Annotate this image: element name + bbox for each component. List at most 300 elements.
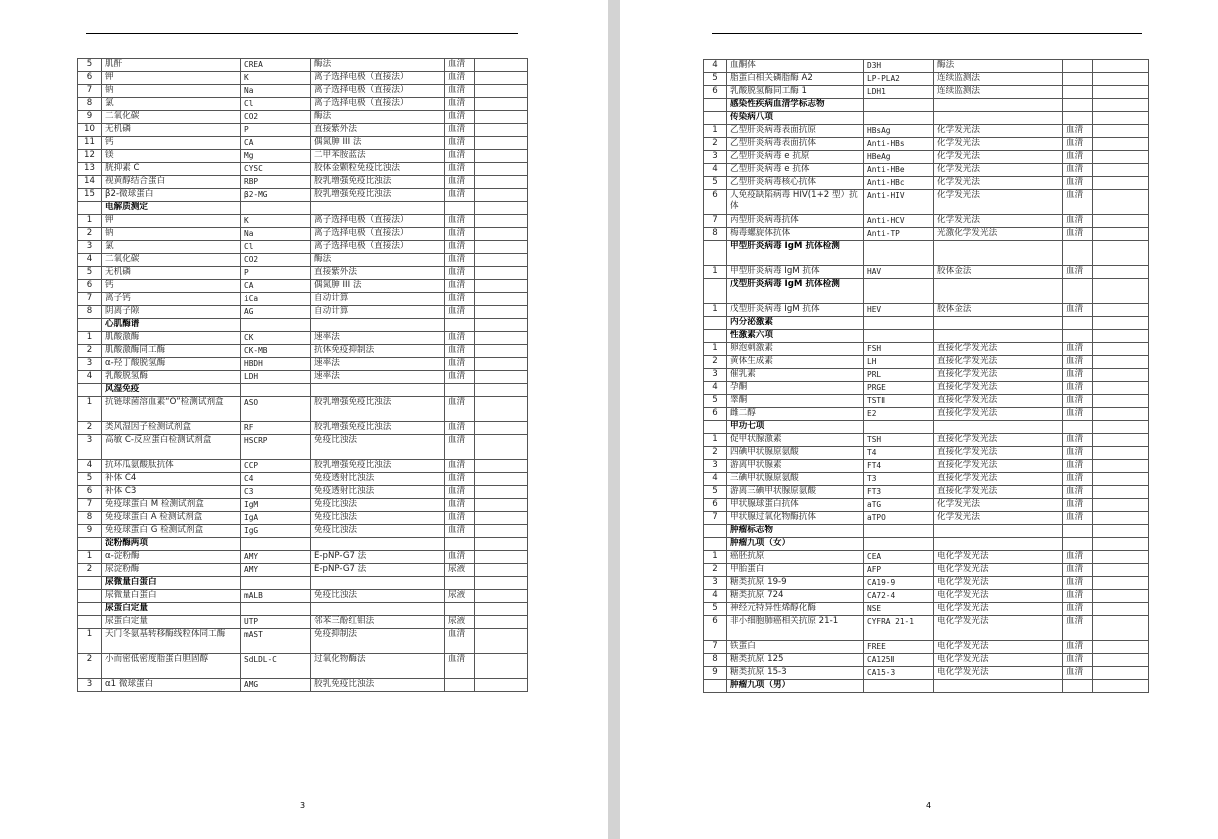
method-cell: 直接化学发光法 xyxy=(934,356,1063,369)
sample-type-cell: 血清 xyxy=(445,473,475,486)
item-code-cell: FSH xyxy=(864,343,934,356)
item-name-cell: 乙型肝炎病毒核心抗体 xyxy=(727,177,864,190)
remarks-cell xyxy=(1093,654,1149,667)
method-cell: 免疫透射比浊法 xyxy=(311,473,445,486)
method-cell: 胶体金颗粒免疫比浊法 xyxy=(311,163,445,176)
method-cell: 直接化学发光法 xyxy=(934,382,1063,395)
remarks-cell xyxy=(1093,241,1149,266)
method-cell: 电化学发光法 xyxy=(934,551,1063,564)
item-code-cell: IgA xyxy=(241,512,311,525)
item-code-cell xyxy=(241,319,311,332)
row-number-cell: 2 xyxy=(78,564,102,577)
row-number-cell xyxy=(78,616,102,629)
remarks-cell xyxy=(1093,486,1149,499)
row-number-cell: 4 xyxy=(78,371,102,384)
item-name-cell: 免疫球蛋白 A 检测试剂盒 xyxy=(102,512,241,525)
remarks-cell xyxy=(1093,330,1149,343)
sample-type-cell: 血清 xyxy=(445,254,475,267)
row-number-cell: 5 xyxy=(704,73,727,86)
item-name-cell: 肌酸激酶同工酶 xyxy=(102,345,241,358)
remarks-cell xyxy=(475,280,528,293)
item-code-cell: P xyxy=(241,124,311,137)
sample-type-cell xyxy=(445,202,475,215)
method-cell: 直接化学发光法 xyxy=(934,434,1063,447)
document-page-4 xyxy=(620,0,1218,839)
item-code-cell: CYFRA 21-1 xyxy=(864,616,934,641)
section-row xyxy=(704,99,1149,112)
sample-type-cell: 血清 xyxy=(1063,667,1093,680)
remarks-cell xyxy=(475,111,528,124)
item-name-cell: 促甲状腺激素 xyxy=(727,434,864,447)
method-cell: 胶乳增强免疫比浊法 xyxy=(311,189,445,202)
table-row xyxy=(78,332,528,345)
table-row xyxy=(704,564,1149,577)
item-name-cell: 四碘甲状腺原氨酸 xyxy=(727,447,864,460)
item-code-cell: mALB xyxy=(241,590,311,603)
sample-type-cell xyxy=(1063,330,1093,343)
remarks-cell xyxy=(475,163,528,176)
method-cell: E-pNP-G7 法 xyxy=(311,551,445,564)
header-rule xyxy=(712,33,1142,34)
item-code-cell: CO2 xyxy=(241,111,311,124)
item-code-cell xyxy=(241,577,311,590)
item-code-cell: C3 xyxy=(241,486,311,499)
section-row xyxy=(78,538,528,551)
section-title-cell: 电解质测定 xyxy=(102,202,241,215)
row-number-cell: 4 xyxy=(704,590,727,603)
sample-type-cell: 血清 xyxy=(1063,369,1093,382)
sample-type-cell: 血清 xyxy=(445,163,475,176)
sample-type-cell: 血清 xyxy=(1063,215,1093,228)
sample-type-cell: 血清 xyxy=(1063,447,1093,460)
sample-type-cell: 血清 xyxy=(1063,151,1093,164)
item-name-cell: 乳酸脱氢酶 xyxy=(102,371,241,384)
row-number-cell: 5 xyxy=(704,177,727,190)
row-number-cell: 1 xyxy=(78,629,102,654)
item-name-cell: 血酮体 xyxy=(727,60,864,73)
item-code-cell: SdLDL-C xyxy=(241,654,311,679)
header-rule xyxy=(86,33,518,34)
table-row xyxy=(704,486,1149,499)
sample-type-cell xyxy=(445,577,475,590)
method-cell: 胶乳免疫比浊法 xyxy=(311,679,445,692)
method-cell xyxy=(311,603,445,616)
item-code-cell: AMY xyxy=(241,564,311,577)
method-cell: 电化学发光法 xyxy=(934,667,1063,680)
remarks-cell xyxy=(1093,138,1149,151)
item-code-cell: Anti-HBc xyxy=(864,177,934,190)
item-name-cell: 戊型肝炎病毒 IgM 抗体 xyxy=(727,304,864,317)
sample-type-cell: 血清 xyxy=(1063,616,1093,641)
method-cell: 免疫透射比浊法 xyxy=(311,486,445,499)
sample-type-cell: 血清 xyxy=(1063,654,1093,667)
item-name-cell: 甲胎蛋白 xyxy=(727,564,864,577)
method-cell: 直接化学发光法 xyxy=(934,343,1063,356)
remarks-cell xyxy=(475,679,528,692)
table-row xyxy=(78,85,528,98)
remarks-cell xyxy=(1093,616,1149,641)
row-number-cell: 8 xyxy=(704,228,727,241)
page-gutter xyxy=(608,0,620,839)
item-code-cell: Anti-HBs xyxy=(864,138,934,151)
item-name-cell: 糖类抗原 19-9 xyxy=(727,577,864,590)
method-cell xyxy=(934,525,1063,538)
row-number-cell: 5 xyxy=(78,59,102,72)
section-title-cell: 甲功七项 xyxy=(727,421,864,434)
item-name-cell: 钙 xyxy=(102,137,241,150)
remarks-cell xyxy=(1093,499,1149,512)
row-number-cell xyxy=(78,590,102,603)
sample-type-cell: 血清 xyxy=(1063,304,1093,317)
item-name-cell: α-淀粉酶 xyxy=(102,551,241,564)
method-cell xyxy=(934,99,1063,112)
sample-type-cell: 血清 xyxy=(445,358,475,371)
table-row xyxy=(704,603,1149,616)
section-title-cell: 淀粉酶两项 xyxy=(102,538,241,551)
row-number-cell: 7 xyxy=(78,293,102,306)
table-row xyxy=(704,164,1149,177)
table-row xyxy=(704,577,1149,590)
table-row xyxy=(704,654,1149,667)
sample-type-cell: 血清 xyxy=(1063,603,1093,616)
sample-type-cell xyxy=(1063,680,1093,693)
sample-type-cell: 血清 xyxy=(1063,641,1093,654)
row-number-cell: 1 xyxy=(78,397,102,422)
item-code-cell: NSE xyxy=(864,603,934,616)
sample-type-cell xyxy=(1063,538,1093,551)
section-title-cell: 心肌酶谱 xyxy=(102,319,241,332)
sample-type-cell: 血清 xyxy=(445,654,475,679)
table-row xyxy=(78,111,528,124)
table-row xyxy=(704,369,1149,382)
sample-type-cell: 血清 xyxy=(445,111,475,124)
table-row xyxy=(78,189,528,202)
item-name-cell: 镁 xyxy=(102,150,241,163)
sample-type-cell: 血清 xyxy=(1063,460,1093,473)
item-code-cell: HBeAg xyxy=(864,151,934,164)
sample-type-cell: 血清 xyxy=(445,280,475,293)
item-code-cell xyxy=(241,384,311,397)
item-name-cell: 补体 C3 xyxy=(102,486,241,499)
item-code-cell: CA xyxy=(241,280,311,293)
item-name-cell: 铁蛋白 xyxy=(727,641,864,654)
remarks-cell xyxy=(1093,512,1149,525)
remarks-cell xyxy=(475,98,528,111)
remarks-cell xyxy=(1093,266,1149,279)
sample-type-cell: 血清 xyxy=(445,525,475,538)
method-cell: 电化学发光法 xyxy=(934,564,1063,577)
item-code-cell xyxy=(864,317,934,330)
item-code-cell: K xyxy=(241,72,311,85)
remarks-cell xyxy=(475,345,528,358)
section-title-cell: 风湿免疫 xyxy=(102,384,241,397)
sample-type-cell: 血清 xyxy=(1063,434,1093,447)
table-body xyxy=(78,59,528,692)
row-number-cell: 9 xyxy=(78,111,102,124)
table-row xyxy=(78,654,528,679)
row-number-cell xyxy=(78,384,102,397)
method-cell: 免疫比浊法 xyxy=(311,512,445,525)
row-number-cell: 5 xyxy=(704,603,727,616)
remarks-cell xyxy=(1093,190,1149,215)
sample-type-cell: 血清 xyxy=(445,72,475,85)
item-code-cell: FT3 xyxy=(864,486,934,499)
sample-type-cell: 血清 xyxy=(1063,125,1093,138)
row-number-cell: 13 xyxy=(78,163,102,176)
method-cell: 邻苯三酚红钼法 xyxy=(311,616,445,629)
remarks-cell xyxy=(475,616,528,629)
remarks-cell xyxy=(1093,577,1149,590)
sample-type-cell: 血清 xyxy=(1063,512,1093,525)
table-row xyxy=(704,434,1149,447)
sample-type-cell xyxy=(1063,317,1093,330)
section-title-cell: 感染性疾病血清学标志物 xyxy=(727,99,864,112)
section-title-cell: 尿蛋白定量 xyxy=(102,603,241,616)
remarks-cell xyxy=(1093,538,1149,551)
row-number-cell xyxy=(704,525,727,538)
sample-type-cell: 血清 xyxy=(1063,486,1093,499)
method-cell xyxy=(311,577,445,590)
item-code-cell: CK-MB xyxy=(241,345,311,358)
item-name-cell: 无机磷 xyxy=(102,267,241,280)
row-number-cell: 12 xyxy=(78,150,102,163)
method-cell xyxy=(934,112,1063,125)
item-code-cell: iCa xyxy=(241,293,311,306)
remarks-cell xyxy=(1093,421,1149,434)
section-row xyxy=(78,319,528,332)
section-row xyxy=(704,279,1149,304)
row-number-cell: 9 xyxy=(704,667,727,680)
remarks-cell xyxy=(475,654,528,679)
table-row xyxy=(704,86,1149,99)
item-name-cell: 抗链球菌溶血素“O”检测试剂盒 xyxy=(102,397,241,422)
item-code-cell: LDH xyxy=(241,371,311,384)
table-row xyxy=(704,447,1149,460)
method-cell: 化学发光法 xyxy=(934,512,1063,525)
item-code-cell: CYSC xyxy=(241,163,311,176)
method-cell: 酶法 xyxy=(934,60,1063,73)
sample-type-cell xyxy=(1063,86,1093,99)
sample-type-cell: 血清 xyxy=(445,499,475,512)
row-number-cell: 10 xyxy=(78,124,102,137)
method-cell: 偶氮胂 III 法 xyxy=(311,137,445,150)
sample-type-cell: 血清 xyxy=(445,306,475,319)
table-row xyxy=(704,215,1149,228)
section-title-cell: 性激素六项 xyxy=(727,330,864,343)
table-row xyxy=(78,629,528,654)
table-row xyxy=(78,616,528,629)
item-name-cell: 睾酮 xyxy=(727,395,864,408)
row-number-cell xyxy=(704,680,727,693)
item-name-cell: 孕酮 xyxy=(727,382,864,395)
row-number-cell xyxy=(704,99,727,112)
sample-type-cell: 血清 xyxy=(1063,473,1093,486)
row-number-cell xyxy=(78,603,102,616)
table-row xyxy=(704,395,1149,408)
row-number-cell xyxy=(704,279,727,304)
remarks-cell xyxy=(475,267,528,280)
table-row xyxy=(704,512,1149,525)
sample-type-cell: 尿液 xyxy=(445,616,475,629)
sample-type-cell xyxy=(1063,99,1093,112)
method-cell xyxy=(934,330,1063,343)
row-number-cell: 8 xyxy=(78,306,102,319)
table-row xyxy=(704,138,1149,151)
item-name-cell: 钾 xyxy=(102,72,241,85)
item-code-cell xyxy=(864,112,934,125)
item-name-cell: 神经元特异性烯醇化酶 xyxy=(727,603,864,616)
remarks-cell xyxy=(475,332,528,345)
table-row xyxy=(78,215,528,228)
remarks-cell xyxy=(1093,408,1149,421)
row-number-cell: 1 xyxy=(78,332,102,345)
row-number-cell: 14 xyxy=(78,176,102,189)
item-code-cell xyxy=(864,538,934,551)
row-number-cell: 6 xyxy=(704,499,727,512)
sample-type-cell xyxy=(1063,421,1093,434)
method-cell: 直接紫外法 xyxy=(311,124,445,137)
remarks-cell xyxy=(475,422,528,435)
item-code-cell: Na xyxy=(241,228,311,241)
item-name-cell: 抗环瓜氨酸肽抗体 xyxy=(102,460,241,473)
method-cell: 酶法 xyxy=(311,59,445,72)
section-title-cell: 戊型肝炎病毒 IgM 抗体检测 xyxy=(727,279,864,304)
row-number-cell xyxy=(704,538,727,551)
sample-type-cell: 血清 xyxy=(445,422,475,435)
item-name-cell: 三碘甲状腺原氨酸 xyxy=(727,473,864,486)
remarks-cell xyxy=(475,202,528,215)
item-code-cell: Cl xyxy=(241,98,311,111)
item-name-cell: 二氧化碳 xyxy=(102,254,241,267)
item-code-cell: Anti-HIV xyxy=(864,190,934,215)
sample-type-cell: 血清 xyxy=(445,137,475,150)
section-title-cell: 传染病八项 xyxy=(727,112,864,125)
sample-type-cell: 血清 xyxy=(1063,190,1093,215)
table-row xyxy=(78,397,528,422)
sample-type-cell: 血清 xyxy=(1063,551,1093,564)
remarks-cell xyxy=(1093,304,1149,317)
sample-type-cell xyxy=(1063,73,1093,86)
row-number-cell: 6 xyxy=(78,486,102,499)
sample-type-cell: 血清 xyxy=(1063,590,1093,603)
row-number-cell: 7 xyxy=(704,641,727,654)
remarks-cell xyxy=(1093,680,1149,693)
row-number-cell: 7 xyxy=(704,512,727,525)
row-number-cell: 7 xyxy=(704,215,727,228)
method-cell: 偶氮胂 III 法 xyxy=(311,280,445,293)
sample-type-cell xyxy=(445,679,475,692)
section-title-cell: 肿瘤标志物 xyxy=(727,525,864,538)
document-page-3 xyxy=(0,0,608,839)
table-row xyxy=(704,667,1149,680)
sample-type-cell: 血清 xyxy=(1063,408,1093,421)
remarks-cell xyxy=(475,397,528,422)
sample-type-cell: 血清 xyxy=(445,176,475,189)
sample-type-cell: 血清 xyxy=(1063,164,1093,177)
item-code-cell: HSCRP xyxy=(241,435,311,460)
remarks-cell xyxy=(1093,473,1149,486)
item-code-cell xyxy=(864,241,934,266)
method-cell: 速率法 xyxy=(311,332,445,345)
row-number-cell: 3 xyxy=(704,460,727,473)
remarks-cell xyxy=(1093,151,1149,164)
method-cell: 胶乳增强免疫比浊法 xyxy=(311,422,445,435)
remarks-cell xyxy=(475,215,528,228)
sample-type-cell: 血清 xyxy=(1063,343,1093,356)
row-number-cell xyxy=(704,241,727,266)
remarks-cell xyxy=(1093,641,1149,654)
item-name-cell: 乳酸脱氢酶同工酶 1 xyxy=(727,86,864,99)
method-cell: 化学发光法 xyxy=(934,151,1063,164)
sample-type-cell xyxy=(1063,60,1093,73)
method-cell: 免疫比浊法 xyxy=(311,525,445,538)
row-number-cell: 1 xyxy=(704,304,727,317)
sample-type-cell: 血清 xyxy=(445,460,475,473)
method-cell: 直接紫外法 xyxy=(311,267,445,280)
item-code-cell: ASO xyxy=(241,397,311,422)
sample-type-cell xyxy=(445,603,475,616)
table-row xyxy=(704,356,1149,369)
item-code-cell: HBDH xyxy=(241,358,311,371)
table-row xyxy=(704,590,1149,603)
remarks-cell xyxy=(475,319,528,332)
row-number-cell: 5 xyxy=(78,473,102,486)
item-code-cell: FT4 xyxy=(864,460,934,473)
remarks-cell xyxy=(1093,73,1149,86)
item-code-cell: IgG xyxy=(241,525,311,538)
item-code-cell: CEA xyxy=(864,551,934,564)
item-code-cell: CA15-3 xyxy=(864,667,934,680)
table-body xyxy=(704,60,1149,693)
row-number-cell: 1 xyxy=(78,215,102,228)
section-title-cell: 内分泌激素 xyxy=(727,317,864,330)
remarks-cell xyxy=(1093,525,1149,538)
sample-type-cell: 血清 xyxy=(445,215,475,228)
row-number-cell: 2 xyxy=(78,422,102,435)
item-code-cell: Anti-TP xyxy=(864,228,934,241)
method-cell: 胶体金法 xyxy=(934,304,1063,317)
remarks-cell xyxy=(1093,460,1149,473)
table-row xyxy=(704,151,1149,164)
sample-type-cell xyxy=(1063,112,1093,125)
item-name-cell: 甲型肝炎病毒 IgM 抗体 xyxy=(727,266,864,279)
remarks-cell xyxy=(475,371,528,384)
row-number-cell: 1 xyxy=(704,551,727,564)
row-number-cell xyxy=(78,577,102,590)
remarks-cell xyxy=(475,254,528,267)
row-number-cell: 6 xyxy=(704,190,727,215)
table-row xyxy=(704,60,1149,73)
item-code-cell: P xyxy=(241,267,311,280)
method-cell: E-pNP-G7 法 xyxy=(311,564,445,577)
method-cell: 直接化学发光法 xyxy=(934,473,1063,486)
method-cell: 自动计算 xyxy=(311,306,445,319)
item-code-cell: Cl xyxy=(241,241,311,254)
sample-type-cell: 血清 xyxy=(1063,138,1093,151)
section-title-cell: 甲型肝炎病毒 IgM 抗体检测 xyxy=(727,241,864,266)
item-code-cell xyxy=(864,330,934,343)
row-number-cell: 6 xyxy=(704,86,727,99)
item-name-cell: 钙 xyxy=(102,280,241,293)
method-cell: 直接化学发光法 xyxy=(934,369,1063,382)
table-row xyxy=(704,408,1149,421)
sample-type-cell: 血清 xyxy=(445,629,475,654)
item-name-cell: 离子钙 xyxy=(102,293,241,306)
item-name-cell: 尿微量白蛋白 xyxy=(102,590,241,603)
table-row xyxy=(78,551,528,564)
item-name-cell: α1 微球蛋白 xyxy=(102,679,241,692)
item-name-cell: 高敏 C-反应蛋白检测试剂盒 xyxy=(102,435,241,460)
